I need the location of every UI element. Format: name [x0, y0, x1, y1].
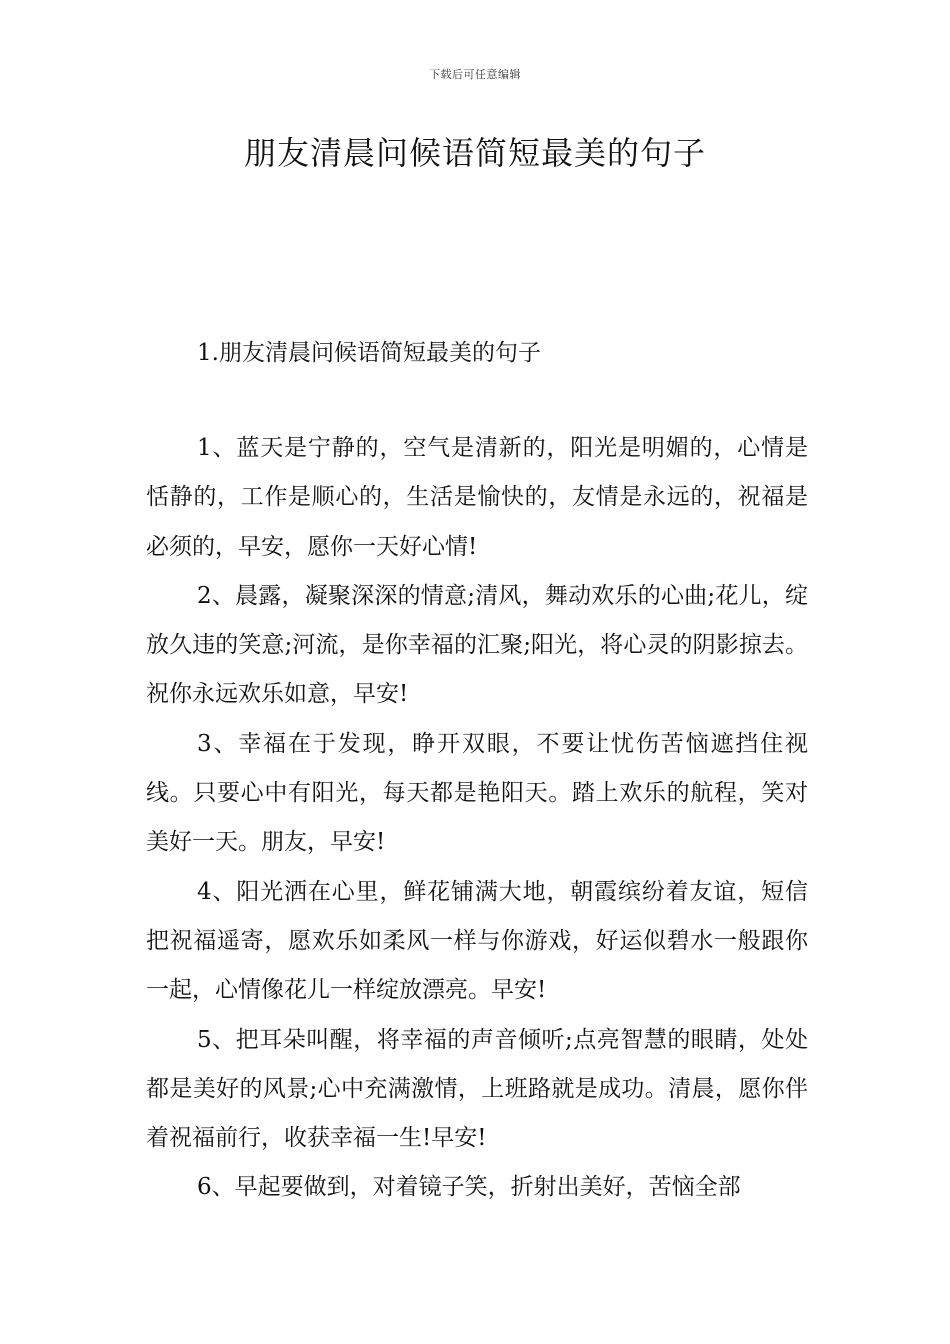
paragraph: 3、幸福在于发现，睁开双眼，不要让忧伤苦恼遮挡住视线。只要心中有阳光，每天都是艳阳天。踏上欢乐的航程，笑对美好一天。朋友，早安!: [146, 730, 808, 856]
body-text: [146, 424, 808, 1213]
header-note: 下载后可任意编辑: [429, 68, 521, 81]
document-title: 朋友清晨问候语简短最美的句子: [243, 134, 706, 172]
section-heading: 1.朋友清晨问候语简短最美的句子: [197, 340, 541, 366]
paragraph: 4、阳光洒在心里，鲜花铺满大地，朝霞缤纷着友谊，短信把祝福遥寄，愿欢乐如柔风一样与你游戏，好运似碧水一般跟你一起，心情像花儿一样绽放漂亮。早安!: [146, 878, 808, 1004]
paragraph: 6、早起要做到，对着镜子笑，折射出美好，苦恼全部: [197, 1174, 741, 1201]
paragraph: 5、把耳朵叫醒，将幸福的声音倾听;点亮智慧的眼睛，处处都是美好的风景;心中充满激情，上班路就是成功。清晨，愿你伴着祝福前行，收获幸福一生!早安!: [146, 1026, 808, 1152]
paragraph: 2、晨露，凝聚深深的情意;清风，舞动欢乐的心曲;花儿，绽放久违的笑意;河流，是你幸福的汇聚;阳光，将心灵的阴影掠去。祝你永远欢乐如意，早安!: [146, 582, 808, 708]
paragraph: 1、蓝天是宁静的，空气是清新的，阳光是明媚的，心情是恬静的，工作是顺心的，生活是愉快的，友情是永远的，祝福是必须的，早安，愿你一天好心情!: [146, 435, 808, 560]
